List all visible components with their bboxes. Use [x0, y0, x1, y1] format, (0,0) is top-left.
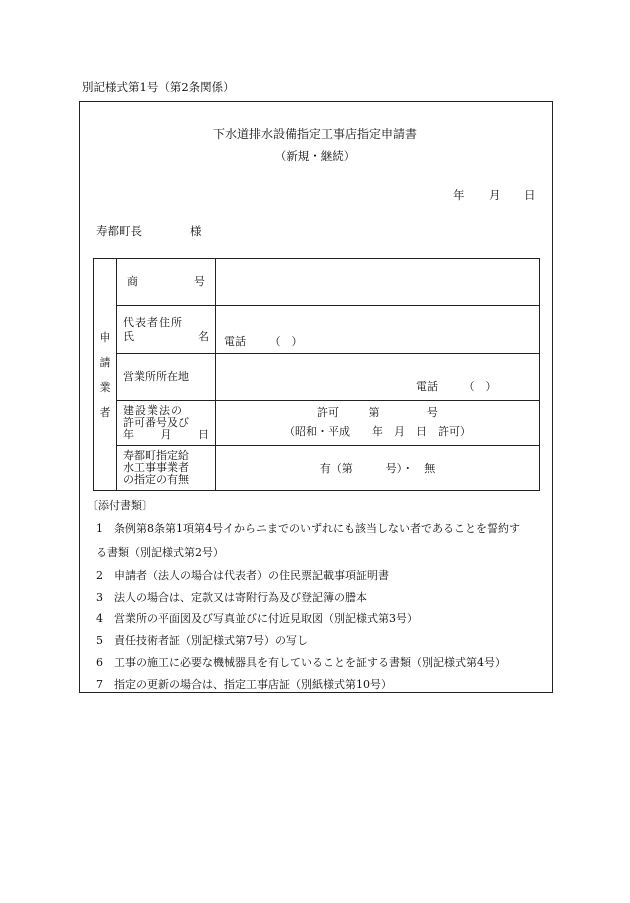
applicant-vertical-label: 申 請 業 者: [94, 259, 117, 491]
date-year: 年: [453, 188, 465, 202]
applicant-table: [93, 258, 540, 491]
attachment-item: 6 工事の施工に必要な機械器具を有していることを証する書類（別記様式第4号）: [96, 656, 506, 669]
attachment-item: 1 条例第8条第1項第4号イからニまでのいずれにも該当しない者であることを誓約す: [96, 522, 520, 535]
trade-name-field[interactable]: [216, 259, 540, 306]
permit-date: （昭和・平成 年 月 日 許可）: [284, 425, 471, 438]
office-phone-label: 電話: [416, 380, 438, 393]
form-reference: 別記様式第1号（第2条関係）: [82, 80, 235, 94]
attachment-item: 3 法人の場合は、定款又は寄附行為及び登記簿の謄本: [96, 591, 367, 604]
representative-phone-paren: （ ）: [269, 335, 303, 348]
attachment-item: 5 責任技術者証（別記様式第7号）の写し: [96, 634, 308, 647]
permit-label: 建設業法の 許可番号及び 年 月 日: [117, 401, 216, 446]
permit-field[interactable]: 許可 第 号 （昭和・平成 年 月 日 許可）: [216, 401, 540, 446]
designation-label: 寿都町指定給 水工事事業者 の指定の有無: [117, 446, 216, 491]
addressee-name: 寿都町長: [96, 224, 142, 238]
addressee-honorific: 様: [190, 224, 202, 238]
attachment-item: 7 指定の更新の場合は、指定工事店証（別紙様式第10号）: [96, 678, 392, 691]
office-field[interactable]: [216, 354, 540, 401]
designation-field[interactable]: 有（第 号）・ 無: [216, 446, 540, 491]
office-label: 営業所所在地: [117, 354, 216, 401]
attachments-heading: 〔添付書類〕: [87, 499, 153, 512]
date-day: 日: [524, 188, 536, 202]
trade-name-label: 商 号: [117, 259, 216, 306]
attachment-item: 2 申請者（法人の場合は代表者）の住民票記載事項証明書: [96, 569, 389, 582]
office-phone-paren: （ ）: [463, 380, 497, 393]
attachment-item-cont: る書類（別記様式第2号）: [96, 546, 224, 559]
form-title: 下水道排水設備指定工事店指定申請書: [212, 127, 417, 141]
representative-field[interactable]: [216, 306, 540, 354]
form-subtitle: （新規・継続）: [274, 149, 356, 163]
date-month: 月: [489, 188, 501, 202]
attachment-item: 4 営業所の平面図及び写真並びに付近見取図（別記様式第3号）: [96, 612, 418, 625]
representative-label: 代表者住所 氏 名: [117, 306, 216, 354]
representative-phone-label: 電話: [224, 335, 246, 348]
